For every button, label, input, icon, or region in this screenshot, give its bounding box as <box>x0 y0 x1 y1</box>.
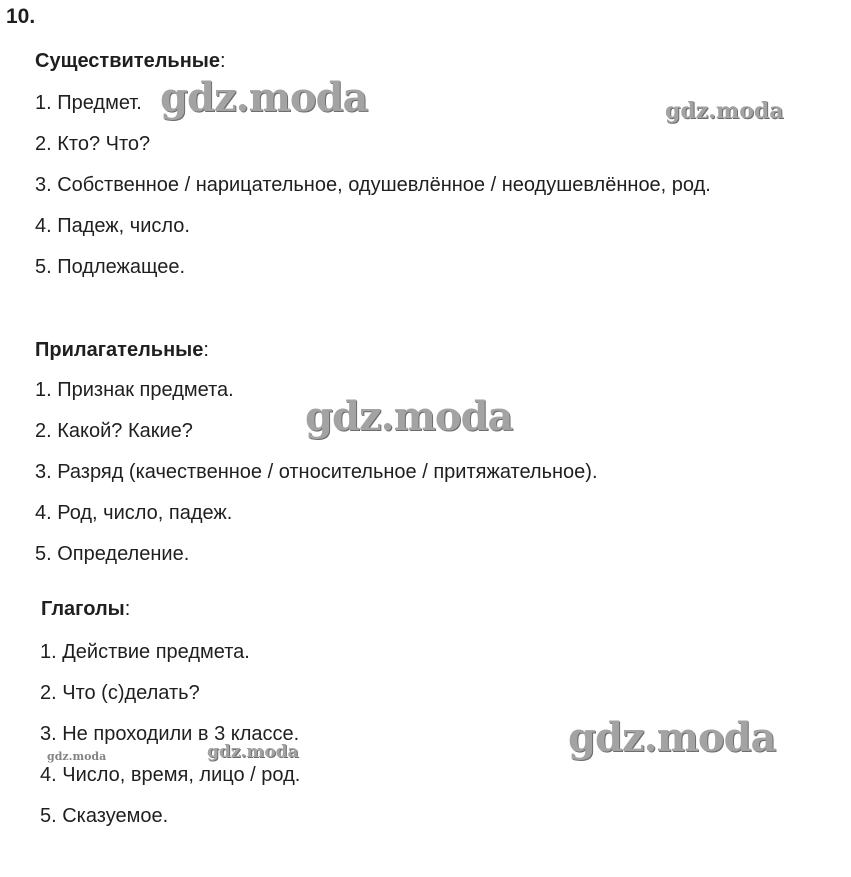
section-heading-adjectives <box>35 337 209 363</box>
list-item: 1. Предмет. <box>35 92 142 114</box>
watermark: gdz.moda <box>47 750 107 763</box>
list-item: 3. Собственное / нарицательное, одушевлённое / неодушевлённое, род. <box>35 174 711 196</box>
list-item: 1. Признак предмета. <box>35 379 234 401</box>
list-item: 5. Определение. <box>35 543 190 565</box>
watermark: gdz.moda <box>160 74 368 121</box>
list-item: 1. Действие предмета. <box>40 641 250 663</box>
list-item: 3. Не проходили в 3 классе. <box>40 723 300 745</box>
section-title: Глаголы <box>41 598 125 620</box>
section-title: Прилагательные <box>35 339 204 361</box>
list-item: 2. Что (с)делать? <box>40 682 200 704</box>
section-title: Существительные <box>35 50 221 72</box>
section-heading-nouns <box>35 48 226 74</box>
list-item: 2. Кто? Что? <box>35 133 151 155</box>
list-item: 4. Число, время, лицо / род. <box>40 764 301 786</box>
watermark: gdz.moda <box>665 98 784 124</box>
title-colon: : <box>220 50 226 72</box>
watermark: gdz.moda <box>568 714 776 761</box>
task-number: 10. <box>6 5 36 28</box>
title-colon: : <box>124 598 131 620</box>
list-item: 2. Какой? Какие? <box>35 420 193 442</box>
list-item: 4. Падеж, число. <box>35 215 190 237</box>
watermark: gdz.moda <box>305 393 513 440</box>
watermark: gdz.moda <box>207 742 299 762</box>
list-item: 5. Подлежащее. <box>35 256 186 278</box>
list-item: 5. Сказуемое. <box>40 805 169 827</box>
list-item: 4. Род, число, падеж. <box>35 502 233 524</box>
section-heading-verbs <box>41 596 130 622</box>
list-item: 3. Разряд (качественное / относительное / притяжательное). <box>35 461 598 483</box>
title-colon: : <box>203 339 209 361</box>
